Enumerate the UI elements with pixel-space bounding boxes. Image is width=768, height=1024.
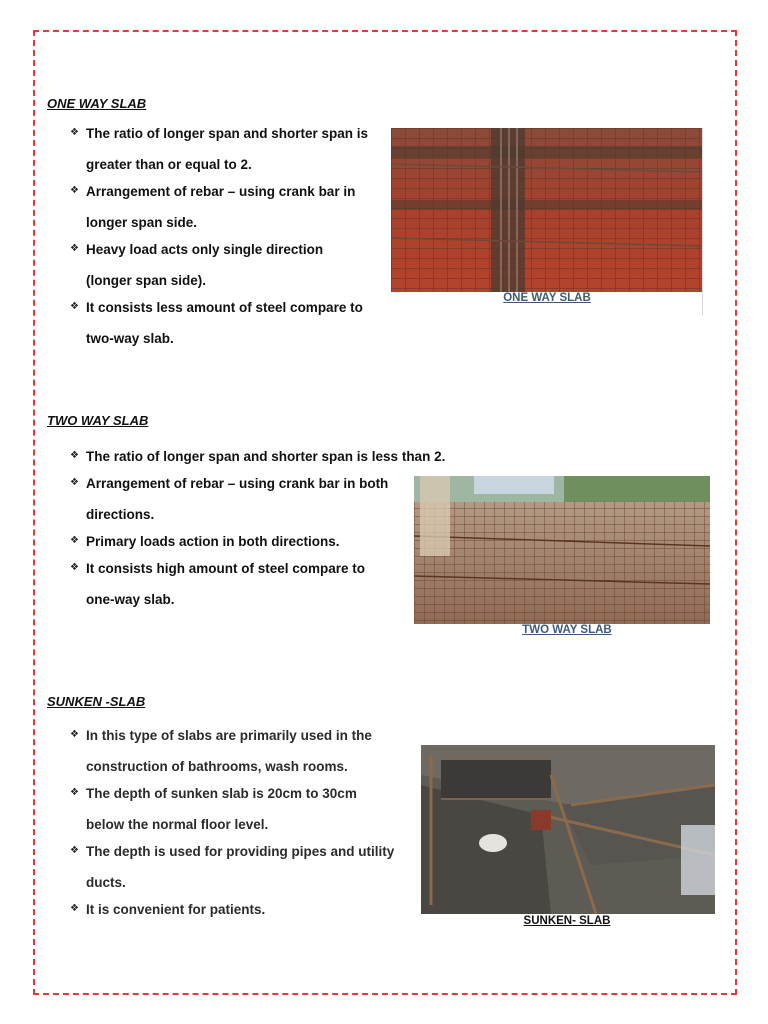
list-item [70, 296, 372, 354]
list-item [70, 724, 396, 782]
bullet-text: The depth of sunken slab is 20cm to 30cm below the normal floor level. [86, 786, 357, 832]
bullet-list-one-way-slab [70, 122, 372, 354]
bullet-text: The ratio of longer span and shorter span is greater than or equal to 2. [86, 126, 369, 172]
list-item [70, 180, 372, 238]
two-way-slab-photo [414, 476, 710, 624]
diamond-bullet-icon: ❖ [70, 845, 79, 856]
list-item [70, 238, 372, 296]
diamond-bullet-icon: ❖ [70, 450, 79, 461]
photo-frame-line [702, 128, 703, 316]
bullet-text: It is convenient for patients. [86, 902, 266, 917]
diamond-bullet-icon: ❖ [70, 301, 79, 312]
diamond-bullet-icon: ❖ [70, 729, 79, 740]
list-item [70, 898, 396, 925]
section-title-sunken-slab: SUNKEN -SLAB [47, 694, 146, 709]
diamond-bullet-icon: ❖ [70, 787, 79, 798]
bullet-text: Primary loads action in both directions. [86, 534, 340, 549]
bullet-text: It consists less amount of steel compare to two-way slab. [86, 300, 363, 346]
caption-two-way-slab: TWO WAY SLAB [522, 624, 612, 636]
bullet-text: Arrangement of rebar – using crank bar in longer span side. [86, 184, 356, 230]
diamond-bullet-icon: ❖ [70, 243, 79, 254]
diamond-bullet-icon: ❖ [70, 477, 79, 488]
list-item [70, 122, 372, 180]
diamond-bullet-icon: ❖ [70, 185, 79, 196]
diamond-bullet-icon: ❖ [70, 127, 79, 138]
diamond-bullet-icon: ❖ [70, 903, 79, 914]
bullet-text: It consists high amount of steel compare to one-way slab. [86, 561, 366, 607]
caption-sunken-slab: SUNKEN- SLAB [523, 915, 611, 927]
sunken-slab-photo [421, 745, 715, 914]
diamond-bullet-icon: ❖ [70, 562, 79, 573]
bullet-list-sunken-slab [70, 724, 396, 925]
section-title-one-way-slab: ONE WAY SLAB [47, 96, 147, 111]
diamond-bullet-icon: ❖ [70, 535, 79, 546]
one-way-slab-photo [391, 128, 702, 292]
bullet-text: In this type of slabs are primarily used in the construction of bathrooms, wash rooms. [86, 728, 372, 774]
caption-one-way-slab: ONE WAY SLAB [503, 292, 591, 304]
bullet-text: Heavy load acts only single direction (longer span side). [86, 242, 324, 288]
section-title-two-way-slab: TWO WAY SLAB [47, 413, 149, 428]
bullet-text: Arrangement of rebar – using crank bar in both directions. [86, 476, 389, 522]
bullet-text: The depth is used for providing pipes and utility ducts. [86, 844, 395, 890]
bullet-text: The ratio of longer span and shorter span is less than 2. [86, 449, 446, 464]
list-item [70, 840, 396, 898]
list-item [70, 782, 396, 840]
